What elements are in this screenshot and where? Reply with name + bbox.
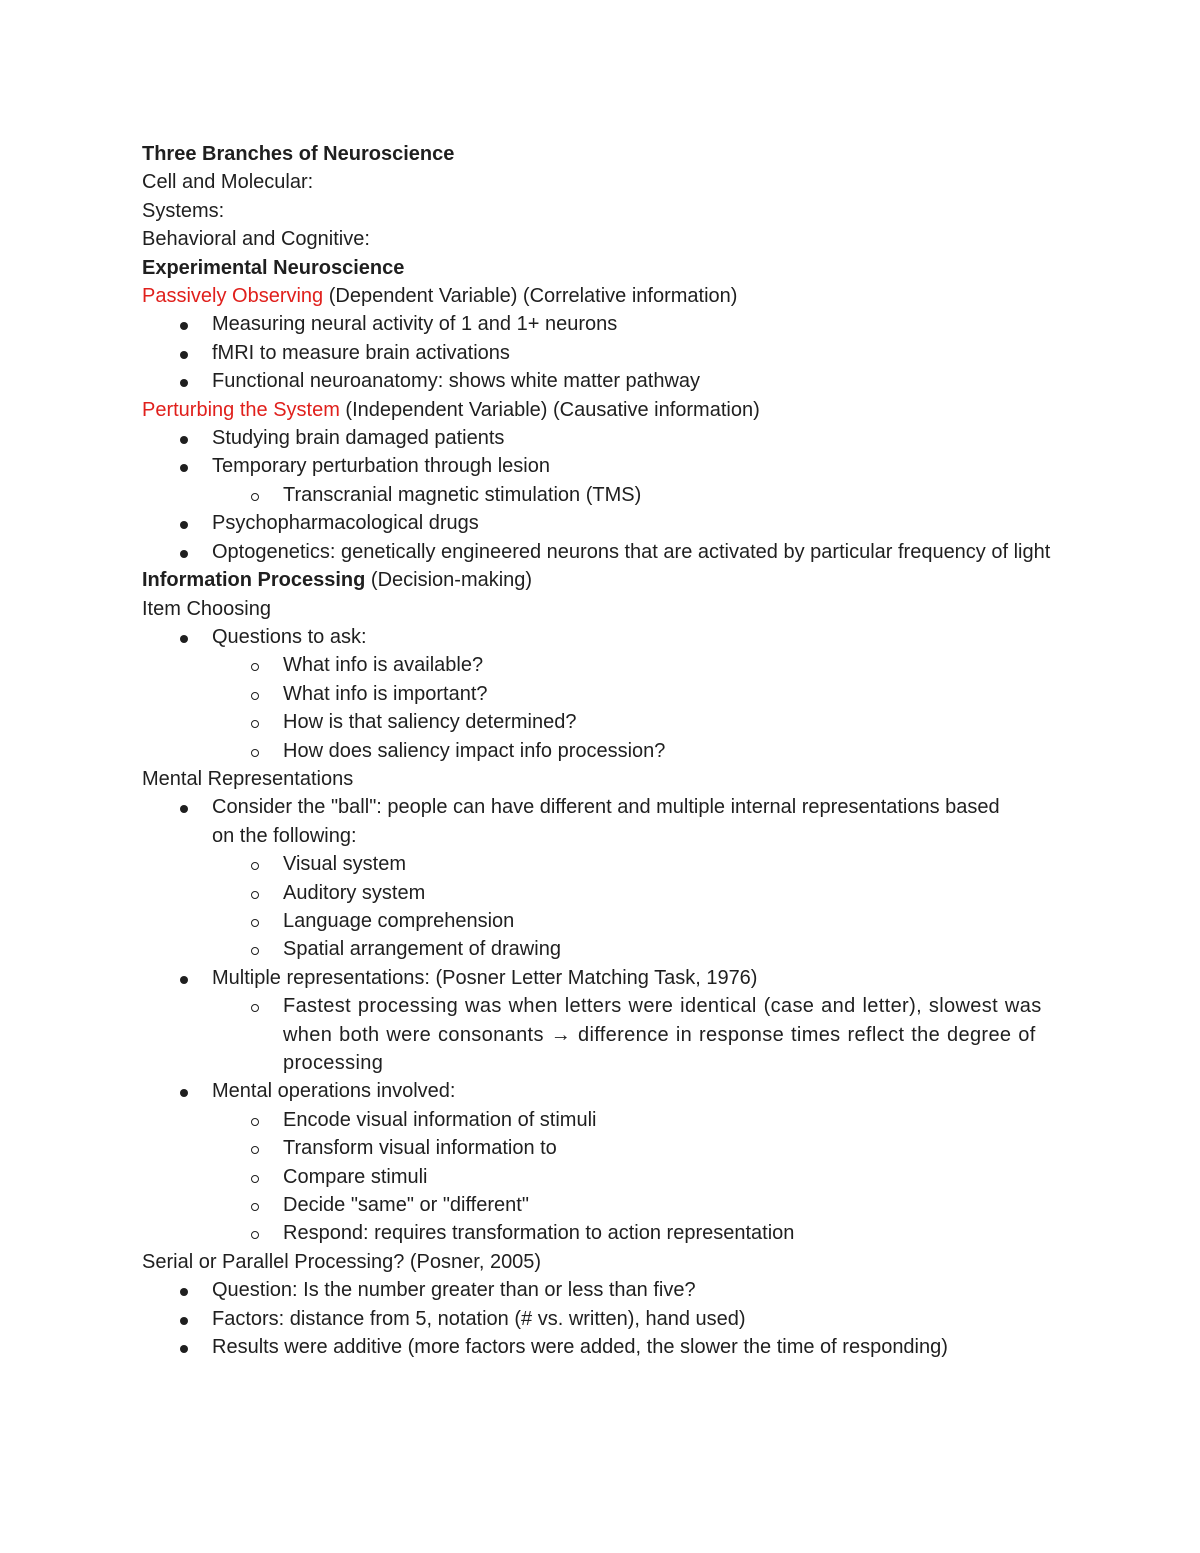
sub-list-item-text: Auditory system bbox=[283, 881, 426, 904]
bullet-disc-icon bbox=[174, 310, 194, 338]
sub-list-item-text: Language comprehension bbox=[283, 909, 515, 932]
bullet-disc-icon bbox=[174, 1305, 194, 1333]
list-item-text: Multiple representations: (Posner Letter Matching Task, 1976) bbox=[212, 966, 758, 989]
sub-list-item bbox=[142, 1106, 1062, 1134]
list-item-text: Factors: distance from 5, notation (# vs. written), hand used) bbox=[212, 1307, 746, 1330]
branch-systems: Systems: bbox=[142, 199, 225, 222]
perturbing-line bbox=[142, 396, 1062, 424]
bullet-circle-icon bbox=[245, 907, 265, 935]
serial-parallel-title: Serial or Parallel Processing? (Posner, 2005) bbox=[142, 1250, 542, 1273]
information-processing-heading: Information Processing bbox=[142, 569, 366, 592]
sub-list-item bbox=[142, 651, 1062, 679]
bullet-circle-icon bbox=[245, 737, 265, 765]
bullet-circle-icon bbox=[245, 935, 265, 963]
bullet-disc-icon bbox=[174, 538, 194, 566]
list-item bbox=[142, 1305, 1062, 1333]
sub-list-item-text: Decide "same" or "different" bbox=[283, 1194, 529, 1217]
sub-list-item-text: How does saliency impact info procession? bbox=[283, 739, 666, 762]
perturbing-highlight: Perturbing the System bbox=[142, 398, 340, 421]
sub-list-item bbox=[142, 935, 1062, 963]
sub-list-item bbox=[142, 680, 1062, 708]
sub-list-item-text: Transform visual information to bbox=[283, 1137, 557, 1160]
bullet-circle-icon bbox=[245, 1106, 265, 1134]
list-item bbox=[142, 509, 1062, 537]
heading-three-branches: Three Branches of Neuroscience bbox=[142, 143, 455, 165]
bullet-circle-icon bbox=[245, 1134, 265, 1162]
passive-observing-highlight: Passively Observing bbox=[142, 285, 324, 308]
list-item-text: Psychopharmacological drugs bbox=[212, 512, 479, 535]
list-item bbox=[142, 793, 1012, 850]
bullet-circle-icon bbox=[245, 680, 265, 708]
list-item-text: Consider the "ball": people can have different and multiple internal representations based on the following: bbox=[212, 796, 1000, 847]
sub-list-item bbox=[142, 992, 1043, 1077]
list-item bbox=[142, 339, 1062, 367]
list-item bbox=[142, 1276, 1062, 1304]
branch-behavioral-cognitive: Behavioral and Cognitive: bbox=[142, 228, 370, 251]
list-item bbox=[142, 1077, 1062, 1105]
bullet-disc-icon bbox=[174, 424, 194, 452]
bullet-disc-icon bbox=[174, 452, 194, 480]
sub-list-item bbox=[142, 481, 1062, 509]
bullet-circle-icon bbox=[245, 651, 265, 679]
bullet-circle-icon bbox=[245, 850, 265, 878]
list-item-text: Temporary perturbation through lesion bbox=[212, 455, 550, 478]
bullet-disc-icon bbox=[174, 964, 194, 992]
sub-list-item bbox=[142, 850, 1062, 878]
sub-list-item bbox=[142, 1219, 1062, 1247]
sub-list-item bbox=[142, 708, 1062, 736]
information-processing-line bbox=[142, 566, 1062, 594]
bullet-disc-icon bbox=[174, 509, 194, 537]
bullet-circle-icon bbox=[245, 1163, 265, 1191]
sub-list-item bbox=[142, 879, 1062, 907]
list-item-text: fMRI to measure brain activations bbox=[212, 341, 510, 364]
perturbing-detail: (Independent Variable) (Causative information) bbox=[339, 398, 760, 421]
list-item-text: Measuring neural activity of 1 and 1+ neurons bbox=[212, 313, 618, 336]
list-item-text: Questions to ask: bbox=[212, 625, 367, 648]
list-item bbox=[142, 538, 1052, 566]
bullet-circle-icon bbox=[245, 481, 265, 509]
list-item-text: Mental operations involved: bbox=[212, 1080, 456, 1103]
bullet-disc-icon bbox=[174, 339, 194, 367]
list-item bbox=[142, 1333, 1062, 1361]
list-item-text: Studying brain damaged patients bbox=[212, 427, 505, 450]
sub-list-item-text: Compare stimuli bbox=[283, 1165, 428, 1188]
information-processing-detail: (Decision-making) bbox=[365, 569, 533, 592]
sub-list-item-text: What info is important? bbox=[283, 682, 488, 705]
list-item bbox=[142, 623, 1062, 651]
sub-list-item bbox=[142, 1134, 1062, 1162]
sub-list-item bbox=[142, 737, 1062, 765]
sub-list-item bbox=[142, 1163, 1062, 1191]
bullet-disc-icon bbox=[174, 793, 194, 821]
bullet-disc-icon bbox=[174, 1333, 194, 1361]
document-body bbox=[142, 140, 1062, 1361]
list-item bbox=[142, 310, 1062, 338]
list-item bbox=[142, 452, 1062, 480]
sub-list-item-text: Fastest processing was when letters were identical (case and letter), slowest was when both were consonants → difference in response times reflect the degree of processing bbox=[283, 995, 1042, 1074]
list-item bbox=[142, 367, 1062, 395]
bullet-disc-icon bbox=[174, 367, 194, 395]
list-item bbox=[142, 424, 1062, 452]
bullet-disc-icon bbox=[174, 1276, 194, 1304]
sub-list-item-text: Spatial arrangement of drawing bbox=[283, 938, 561, 961]
bullet-disc-icon bbox=[174, 623, 194, 651]
sub-list-item-text: What info is available? bbox=[283, 654, 484, 677]
bullet-circle-icon bbox=[245, 992, 265, 1020]
sub-list-item bbox=[142, 1191, 1062, 1219]
sub-list-item-text: Transcranial magnetic stimulation (TMS) bbox=[283, 483, 642, 506]
bullet-circle-icon bbox=[245, 1219, 265, 1247]
list-item-text: Question: Is the number greater than or less than five? bbox=[212, 1279, 696, 1302]
branch-cell-molecular: Cell and Molecular: bbox=[142, 171, 314, 194]
sub-list-item bbox=[142, 907, 1062, 935]
passive-observing-line bbox=[142, 282, 1062, 310]
sub-list-item-text: How is that saliency determined? bbox=[283, 711, 577, 734]
passive-observing-detail: (Dependent Variable) (Correlative information) bbox=[323, 285, 738, 308]
bullet-disc-icon bbox=[174, 1077, 194, 1105]
sub-list-item-text: Respond: requires transformation to action representation bbox=[283, 1222, 795, 1245]
sub-list-item-text: Encode visual information of stimuli bbox=[283, 1108, 597, 1131]
list-item-text: Optogenetics: genetically engineered neurons that are activated by particular frequency of light bbox=[212, 540, 1051, 563]
sub-list-item-text: Visual system bbox=[283, 853, 407, 876]
mental-representations-title: Mental Representations bbox=[142, 767, 354, 790]
list-item-text: Results were additive (more factors were added, the slower the time of responding) bbox=[212, 1336, 948, 1359]
item-choosing-title: Item Choosing bbox=[142, 597, 271, 620]
heading-experimental-neuroscience: Experimental Neuroscience bbox=[142, 256, 405, 279]
list-item-text: Functional neuroanatomy: shows white matter pathway bbox=[212, 370, 701, 393]
list-item bbox=[142, 964, 1062, 992]
bullet-circle-icon bbox=[245, 1191, 265, 1219]
bullet-circle-icon bbox=[245, 708, 265, 736]
bullet-circle-icon bbox=[245, 879, 265, 907]
